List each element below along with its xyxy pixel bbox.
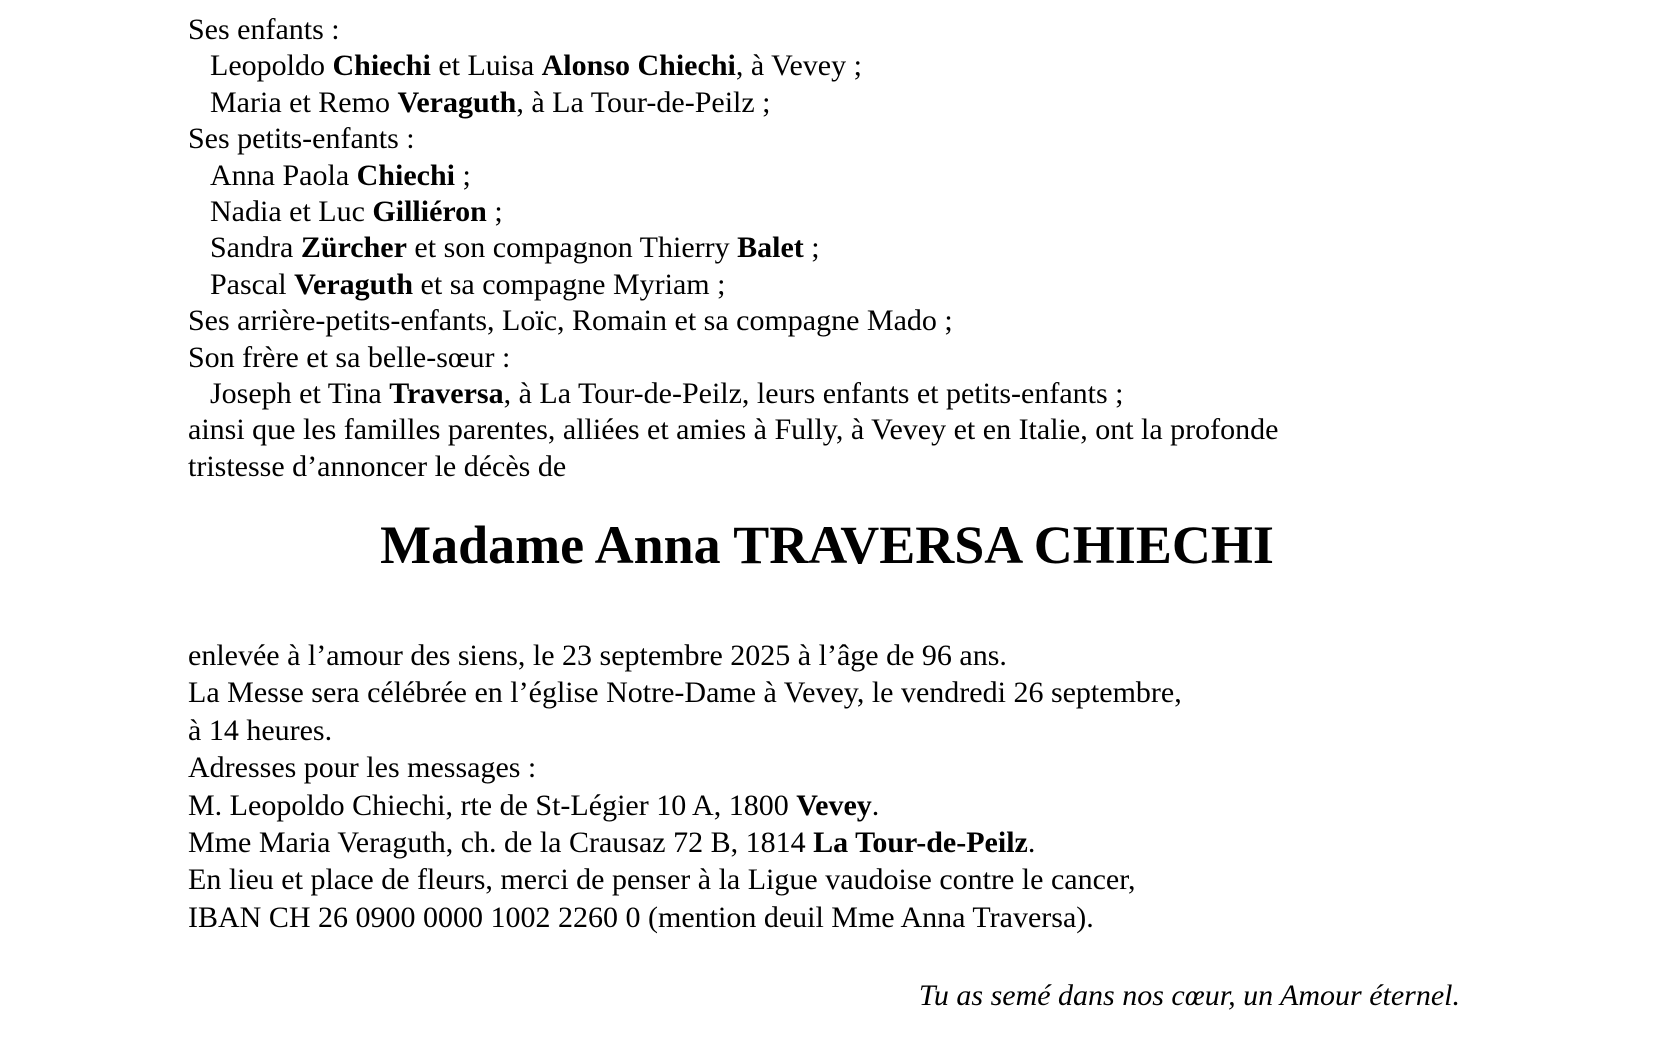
text-line: Sandra Zürcher et son compagnon Thierry Balet ; [210, 231, 820, 265]
text-line: Nadia et Luc Gilliéron ; [210, 195, 503, 229]
text-line: Joseph et Tina Traversa, à La Tour-de-Peilz, leurs enfants et petits-enfants ; [210, 377, 1124, 411]
text-line: Son frère et sa belle-sœur : [188, 340, 511, 374]
text-line: Mme Maria Veraguth, ch. de la Crausaz 72 B, 1814 La Tour-de-Peilz. [188, 826, 1036, 860]
text-line: En lieu et place de fleurs, merci de penser à la Ligue vaudoise contre le cancer, [188, 863, 1136, 897]
text-line: Ses enfants : [188, 13, 340, 46]
text-line: enlevée à l’amour des siens, le 23 septembre 2025 à l’âge de 96 ans. [188, 639, 1007, 672]
text-line: M. Leopoldo Chiechi, rte de St-Légier 10 A, 1800 Vevey. [188, 788, 880, 822]
deceased-name-title: Madame Anna TRAVERSA CHIECHI [380, 515, 1274, 575]
text-line: Leopoldo Chiechi et Luisa Alonso Chiechi, à Vevey ; [210, 49, 862, 83]
text-line: La Messe sera célébrée en l’église Notre-Dame à Vevey, le vendredi 26 septembre, [188, 676, 1182, 710]
text-line: Maria et Remo Veraguth, à La Tour-de-Peilz ; [210, 85, 771, 119]
text-line: à 14 heures. [188, 713, 333, 747]
text-line: tristesse d’annoncer le décès de [188, 449, 567, 483]
text-line: IBAN CH 26 0900 0000 1002 2260 0 (mention deuil Mme Anna Traversa). [188, 900, 1094, 934]
family-block [188, 12, 1488, 485]
text-line: Ses petits-enfants : [188, 122, 415, 156]
text-line: Adresses pour les messages : [188, 751, 537, 785]
text-line: Anna Paola Chiechi ; [210, 158, 471, 192]
text-line: ainsi que les familles parentes, alliées et amies à Fully, à Vevey et en Italie, ont la profonde [188, 413, 1279, 447]
epitaph-quote: Tu as semé dans nos cœur, un Amour éternel. [918, 979, 1460, 1012]
text-line: Ses arrière-petits-enfants, Loïc, Romain et sa compagne Mado ; [188, 304, 953, 338]
text-line: Pascal Veraguth et sa compagne Myriam ; [210, 267, 726, 301]
details-block [188, 637, 1488, 936]
